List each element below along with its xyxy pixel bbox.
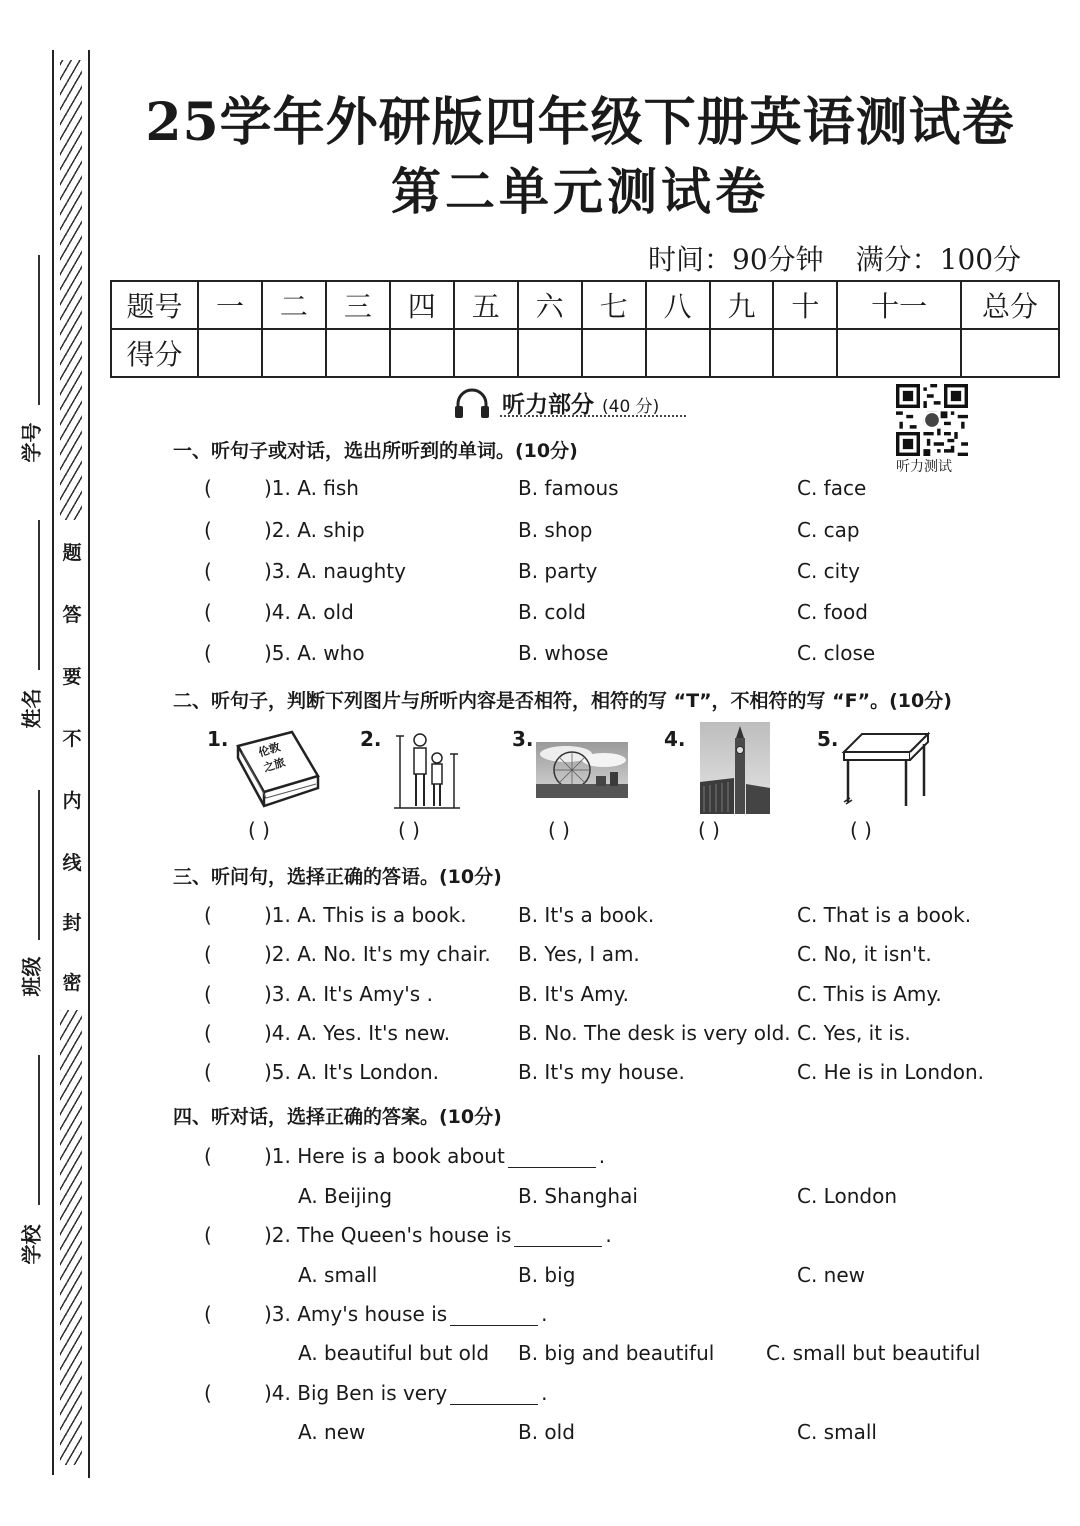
question-option-c: C. new — [797, 1263, 866, 1287]
answer-paren[interactable]: ( — [204, 1302, 212, 1326]
answer-blank[interactable] — [508, 1149, 596, 1168]
period: . — [605, 1223, 612, 1247]
listening-points: (40 分) — [602, 397, 660, 417]
question-option-a: A. Beijing — [298, 1184, 393, 1208]
picture-number: 1. — [207, 727, 229, 751]
seal-char: 题 — [62, 542, 82, 564]
question-option-c: C. No, it isn't. — [797, 942, 932, 966]
answer-paren[interactable]: ( — [204, 903, 212, 927]
binding-hatch-top — [60, 60, 82, 520]
question-option-a: )5. A. It's London. — [264, 1060, 439, 1084]
exam-meta — [648, 238, 1053, 278]
class-line[interactable] — [38, 790, 40, 940]
score-cell[interactable] — [961, 329, 1059, 377]
question-option-b: B. No. The desk is very old. — [518, 1021, 791, 1045]
question-option-b: B. cold — [518, 600, 586, 624]
binding-hatch-bottom — [60, 1010, 82, 1465]
question-stem — [264, 1223, 612, 1247]
period: . — [541, 1381, 548, 1405]
score-cell[interactable] — [837, 329, 961, 377]
period: . — [541, 1302, 548, 1326]
answer-blank[interactable] — [514, 1228, 602, 1247]
question-stem — [264, 1302, 548, 1326]
question-option-b: B. old — [518, 1420, 575, 1444]
score-cell[interactable] — [646, 329, 710, 377]
answer-blank[interactable] — [450, 1307, 538, 1326]
answer-paren[interactable]: ( — [204, 641, 212, 665]
question-option-b: B. Shanghai — [518, 1184, 638, 1208]
score-cell[interactable] — [326, 329, 390, 377]
score-col: 四 — [390, 281, 454, 329]
score-row-label: 题号 — [111, 281, 198, 329]
question-option-a: )4. A. Yes. It's new. — [264, 1021, 451, 1045]
score-cell[interactable] — [198, 329, 262, 377]
question-option-a: A. beautiful but old — [298, 1341, 490, 1365]
picture-number: 5. — [817, 727, 839, 751]
score-col: 一 — [198, 281, 262, 329]
answer-paren[interactable]: ( ) — [398, 818, 420, 842]
question-option-c: C. This is Amy. — [797, 982, 942, 1006]
page-subtitle: 第二单元测试卷 — [391, 162, 769, 221]
seal-char: 线 — [62, 852, 82, 874]
seal-char: 要 — [62, 666, 82, 688]
question-option-c: C. face — [797, 476, 867, 500]
section-3-heading: 三、听问句，选择正确的答语。(10分) — [173, 866, 502, 888]
period: . — [598, 1144, 606, 1168]
answer-paren[interactable]: ( — [204, 1223, 212, 1247]
answer-paren[interactable]: ( — [204, 942, 212, 966]
question-option-a: A. new — [298, 1420, 366, 1444]
time-limit: 时间：90分钟 — [648, 243, 824, 276]
score-col: 六 — [518, 281, 582, 329]
height-picture — [392, 730, 462, 810]
score-table-score-row — [111, 329, 1059, 377]
question-option-b: B. whose — [518, 641, 609, 665]
london-eye-picture — [536, 742, 628, 798]
answer-paren[interactable]: ( — [204, 1021, 212, 1045]
score-cell[interactable] — [454, 329, 518, 377]
headphones-icon — [452, 386, 492, 420]
section-4-heading: 四、听对话，选择正确的答案。(10分) — [173, 1106, 502, 1128]
full-score: 满分：100分 — [855, 243, 1022, 276]
score-col: 五 — [454, 281, 518, 329]
question-option-c: C. cap — [797, 518, 860, 542]
question-option-b: B. famous — [518, 476, 619, 500]
question-option-a: )3. A. naughty — [264, 559, 406, 583]
question-option-a: )4. A. old — [264, 600, 354, 624]
question-stem-text: )2. The Queen's house is — [264, 1223, 512, 1247]
seal-char: 不 — [62, 728, 82, 750]
student-id-line[interactable] — [38, 255, 40, 405]
answer-blank[interactable] — [450, 1386, 538, 1405]
question-option-c: C. He is in London. — [797, 1060, 984, 1084]
school-line[interactable] — [38, 1055, 40, 1205]
seal-char: 封 — [62, 912, 82, 934]
answer-paren[interactable]: ( — [204, 1381, 212, 1405]
seal-char: 内 — [62, 790, 82, 812]
answer-paren[interactable]: ( — [204, 559, 212, 583]
score-col: 十 — [773, 281, 837, 329]
question-option-b: B. It's Amy. — [518, 982, 629, 1006]
score-cell[interactable] — [773, 329, 837, 377]
answer-paren[interactable]: ( ) — [698, 818, 720, 842]
question-option-c: C. small but beautiful — [766, 1341, 981, 1365]
score-col: 三 — [326, 281, 390, 329]
name-line[interactable] — [38, 520, 40, 670]
seal-char: 答 — [62, 604, 82, 626]
question-option-b: B. big — [518, 1263, 576, 1287]
school-label: 学校 — [19, 1224, 44, 1265]
question-option-c: C. London — [797, 1184, 897, 1208]
section-2-heading: 二、听句子，判断下列图片与所听内容是否相符，相符的写 “T”，不相符的写 “F”。(10分) — [173, 690, 952, 712]
question-option-c: C. food — [797, 600, 868, 624]
score-col: 二 — [262, 281, 326, 329]
question-option-a: )2. A. ship — [264, 518, 365, 542]
score-col: 十一 — [837, 281, 961, 329]
question-option-b: B. big and beautiful — [518, 1341, 715, 1365]
big-ben-picture — [700, 722, 770, 814]
score-cell[interactable] — [582, 329, 646, 377]
question-option-a: )5. A. who — [264, 641, 365, 665]
book-cover-text: 伦敦之旅 — [256, 740, 287, 775]
picture-number: 4. — [664, 727, 686, 751]
question-stem — [264, 1381, 548, 1405]
picture-number: 3. — [512, 727, 534, 751]
question-option-c: C. city — [797, 559, 860, 583]
question-option-a: )1. A. fish — [264, 476, 359, 500]
score-cell[interactable] — [390, 329, 454, 377]
question-stem — [264, 1144, 605, 1168]
binding-outer-line — [52, 50, 54, 1475]
answer-paren[interactable]: ( — [204, 518, 212, 542]
question-option-c: C. close — [797, 641, 876, 665]
listening-title-text: 听力部分 — [502, 392, 594, 418]
seal-char: 密 — [62, 972, 82, 994]
qr-label: 听力测试 — [896, 459, 952, 475]
question-option-c: C. Yes, it is. — [797, 1021, 911, 1045]
question-stem-text: )4. Big Ben is very — [264, 1381, 448, 1405]
question-option-b: B. It's a book. — [518, 903, 655, 927]
desk-picture — [840, 730, 932, 808]
answer-paren[interactable]: ( — [204, 600, 212, 624]
question-stem-text: )3. Amy's house is — [264, 1302, 448, 1326]
score-col: 七 — [582, 281, 646, 329]
answer-paren[interactable]: ( — [204, 982, 212, 1006]
question-option-a: )2. A. No. It's my chair. — [264, 942, 491, 966]
answer-paren[interactable]: ( — [204, 1060, 212, 1084]
page-title: 25学年外研版四年级下册英语测试卷 — [145, 92, 1015, 153]
score-table — [110, 280, 1060, 378]
section-1-heading: 一、听句子或对话，选出所听到的单词。(10分) — [173, 440, 578, 462]
picture-number: 2. — [360, 727, 382, 751]
answer-paren[interactable]: ( — [204, 476, 212, 500]
answer-paren[interactable]: ( ) — [850, 818, 872, 842]
question-option-c: C. small — [797, 1420, 877, 1444]
score-col: 八 — [646, 281, 710, 329]
class-label: 班级 — [19, 956, 44, 997]
listening-underline — [500, 415, 686, 417]
question-option-c: C. That is a book. — [797, 903, 972, 927]
question-option-b: B. shop — [518, 518, 593, 542]
question-option-b: B. Yes, I am. — [518, 942, 640, 966]
name-label: 姓名 — [19, 688, 44, 729]
score-table-header-row — [111, 281, 1059, 329]
answer-paren[interactable]: ( — [204, 1144, 212, 1168]
qr-code-icon[interactable] — [896, 384, 968, 456]
student-id-label: 学号 — [19, 422, 44, 463]
score-cell[interactable] — [262, 329, 326, 377]
question-stem-text: )1. Here is a book about — [264, 1144, 505, 1168]
score-cell[interactable] — [710, 329, 774, 377]
score-col: 总分 — [961, 281, 1059, 329]
question-option-a: )3. A. It's Amy's . — [264, 982, 433, 1006]
binding-inner-line — [88, 50, 90, 1478]
score-cell[interactable] — [518, 329, 582, 377]
score-row-label: 得分 — [111, 329, 198, 377]
score-col: 九 — [710, 281, 774, 329]
question-option-b: B. It's my house. — [518, 1060, 685, 1084]
answer-paren[interactable]: ( ) — [548, 818, 570, 842]
question-option-a: )1. A. This is a book. — [264, 903, 467, 927]
question-option-a: A. small — [298, 1263, 378, 1287]
question-option-b: B. party — [518, 559, 598, 583]
answer-paren[interactable]: ( ) — [248, 818, 270, 842]
